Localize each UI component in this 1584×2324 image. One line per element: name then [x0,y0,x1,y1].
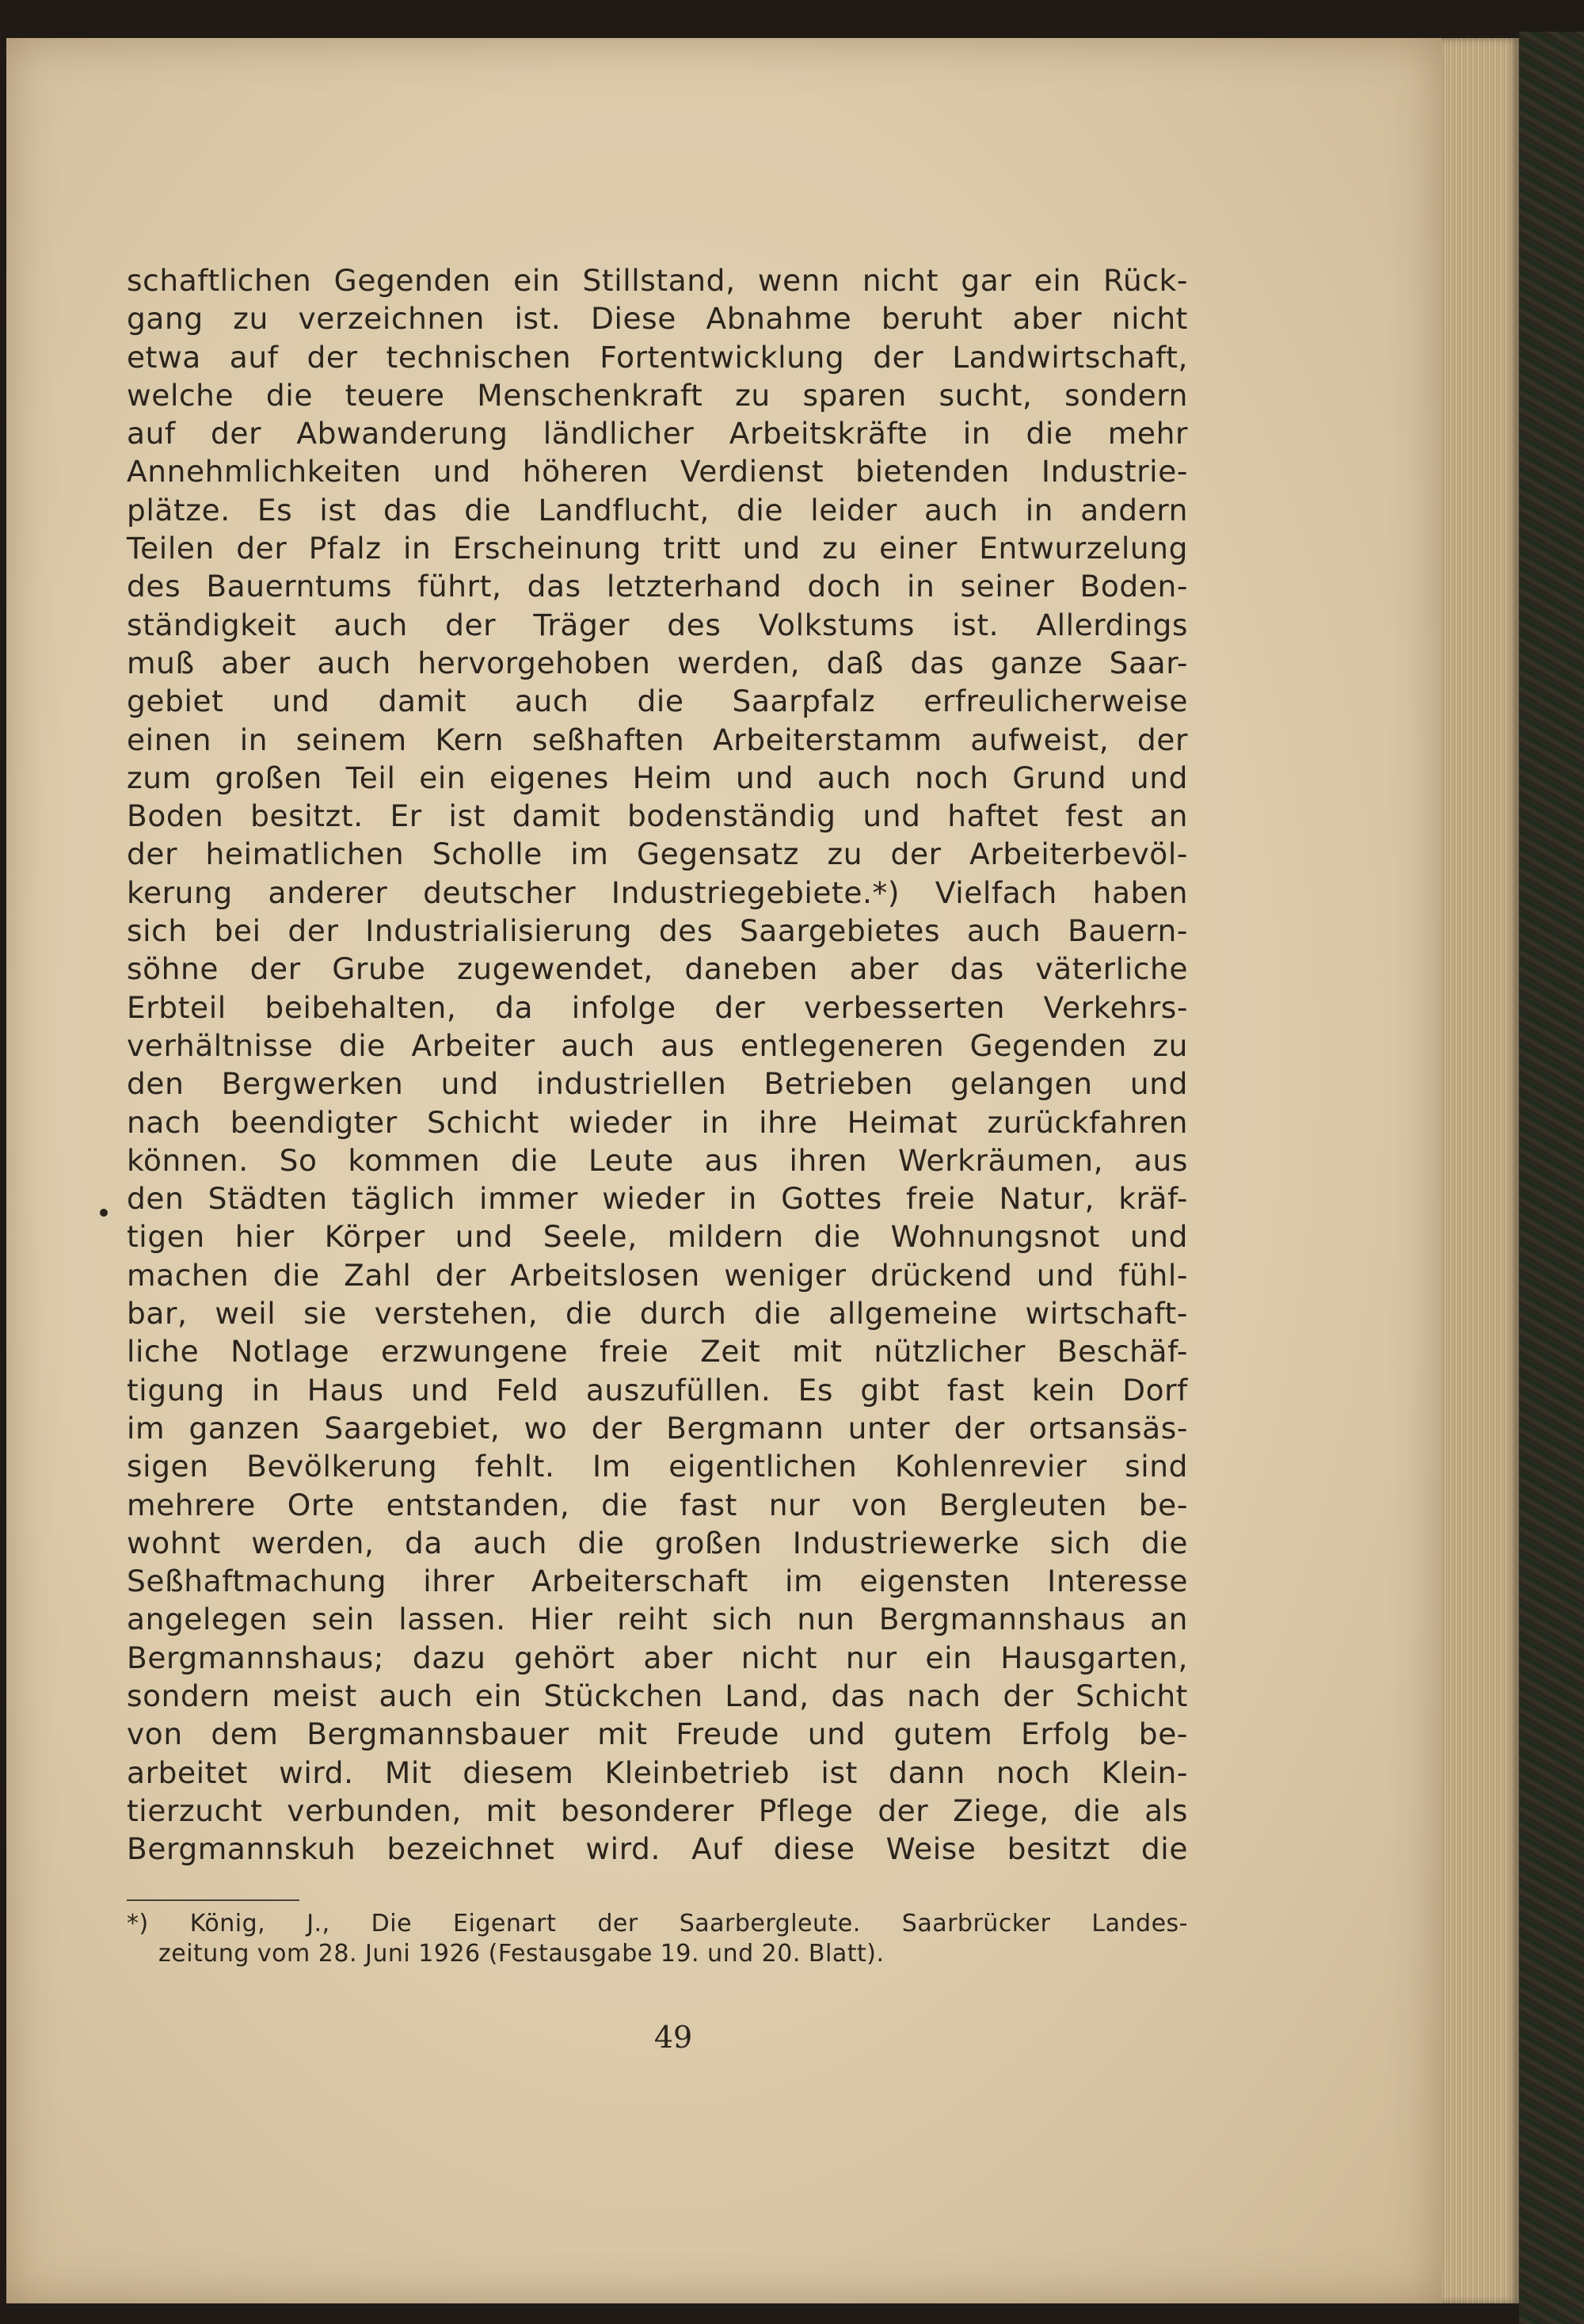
text-line: im ganzen Saargebiet, wo der Bergmann unter der ortsansäs- [127,1410,1188,1446]
footnote-rule [127,1899,299,1901]
text-line: von dem Bergmannsbauer mit Freude und gutem Erfolg be- [127,1716,1188,1752]
text-line: schaftlichen Gegenden ein Stillstand, wenn nicht gar ein Rück- [127,263,1188,298]
text-line: tigen hier Körper und Seele, mildern die Wohnungsnot und [127,1219,1188,1255]
text-line: tierzucht verbunden, mit besonderer Pflege der Ziege, die als [127,1793,1188,1828]
margin-mark [100,1209,108,1217]
text-line: bar, weil sie verstehen, die durch die allgemeine wirtschaft- [127,1296,1188,1332]
text-line: sigen Bevölkerung fehlt. Im eigentlichen Kohlenrevier sind [127,1449,1188,1484]
footnote [127,1909,1188,1969]
page-number: 49 [653,2020,693,2055]
text-line: gang zu verzeichnen ist. Diese Abnahme beruht aber nicht [127,301,1188,337]
text-line: sondern meist auch ein Stückchen Land, das nach der Schicht [127,1678,1188,1713]
text-line: zum großen Teil ein eigenes Heim und auch noch Grund und [127,760,1188,795]
text-line: söhne der Grube zugewendet, daneben aber das väterliche [127,951,1188,987]
text-line: Boden besitzt. Er ist damit bodenständig und haftet fest an [127,798,1188,834]
text-line: etwa auf der technischen Fortentwicklung der Landwirtschaft, [127,339,1188,375]
page-edges [1441,38,1519,2303]
text-line: mehrere Orte entstanden, die fast nur von Bergleuten be- [127,1487,1188,1522]
text-line: Erbteil beibehalten, da infolge der verbesserten Verkehrs- [127,989,1188,1025]
text-line: Bergmannshaus; dazu gehört aber nicht nur ein Hausgarten, [127,1640,1188,1675]
text-line: den Städten täglich immer wieder in Gottes freie Natur, kräf- [127,1181,1188,1217]
text-line: Seßhaftmachung ihrer Arbeiterschaft im eigensten Interesse [127,1564,1188,1599]
text-line: einen in seinem Kern seßhaften Arbeiterstamm aufweist, der [127,722,1188,757]
footnote-line: *) König, J., Die Eigenart der Saarbergleute. Saarbrücker Landes- [127,1910,1188,1937]
text-line: wohnt werden, da auch die großen Industriewerke sich die [127,1525,1188,1560]
text-line: sich bei der Industrialisierung des Saargebietes auch Bauern- [127,913,1188,949]
text-line: nach beendigter Schicht wieder in ihre Heimat zurückfahren [127,1104,1188,1140]
text-line: Annehmlichkeiten und höheren Verdienst bietenden Industrie- [127,454,1188,490]
text-line: gebiet und damit auch die Saarpfalz erfreulicherweise [127,684,1188,719]
text-line: machen die Zahl der Arbeitslosen weniger drückend und fühl- [127,1257,1188,1293]
text-line: angelegen sein lassen. Hier reiht sich nun Bergmannshaus an [127,1602,1188,1637]
text-line: tigung in Haus und Feld auszufüllen. Es gibt fast kein Dorf [127,1372,1188,1408]
body-text [127,261,1188,1868]
text-line: den Bergwerken und industriellen Betrieben gelangen und [127,1066,1188,1102]
text-line: kerung anderer deutscher Industriegebiete.*) Vielfach haben [127,874,1188,910]
text-line: Teilen der Pfalz in Erscheinung tritt und zu einer Entwurzelung [127,531,1188,566]
text-line: Bergmannskuh bezeichnet wird. Auf diese Weise besitzt die [127,1831,1188,1867]
text-line: ständigkeit auch der Träger des Volkstums ist. Allerdings [127,607,1188,642]
text-line: können. So kommen die Leute aus ihren Werkräumen, aus [127,1142,1188,1178]
text-line: verhältnisse die Arbeiter auch aus entlegeneren Gegenden zu [127,1027,1188,1063]
text-line: plätze. Es ist das die Landflucht, die leider auch in andern [127,492,1188,528]
text-line: des Bauerntums führt, das letzterhand doch in seiner Boden- [127,569,1188,604]
text-line: muß aber auch hervorgehoben werden, daß das ganze Saar- [127,645,1188,680]
text-line: der heimatlichen Scholle im Gegensatz zu der Arbeiterbevöl- [127,836,1188,872]
text-line: liche Notlage erzwungene freie Zeit mit nützlicher Beschäf- [127,1334,1188,1370]
text-line: auf der Abwanderung ländlicher Arbeitskräfte in die mehr [127,416,1188,451]
footnote-line: zeitung vom 28. Juni 1926 (Festausgabe 19. und 20. Blatt). [158,1940,885,1968]
text-line: arbeitet wird. Mit diesem Kleinbetrieb ist dann noch Klein- [127,1754,1188,1790]
text-line: welche die teuere Menschenkraft zu sparen sucht, sondern [127,377,1188,413]
book-cover [1519,32,1584,2324]
